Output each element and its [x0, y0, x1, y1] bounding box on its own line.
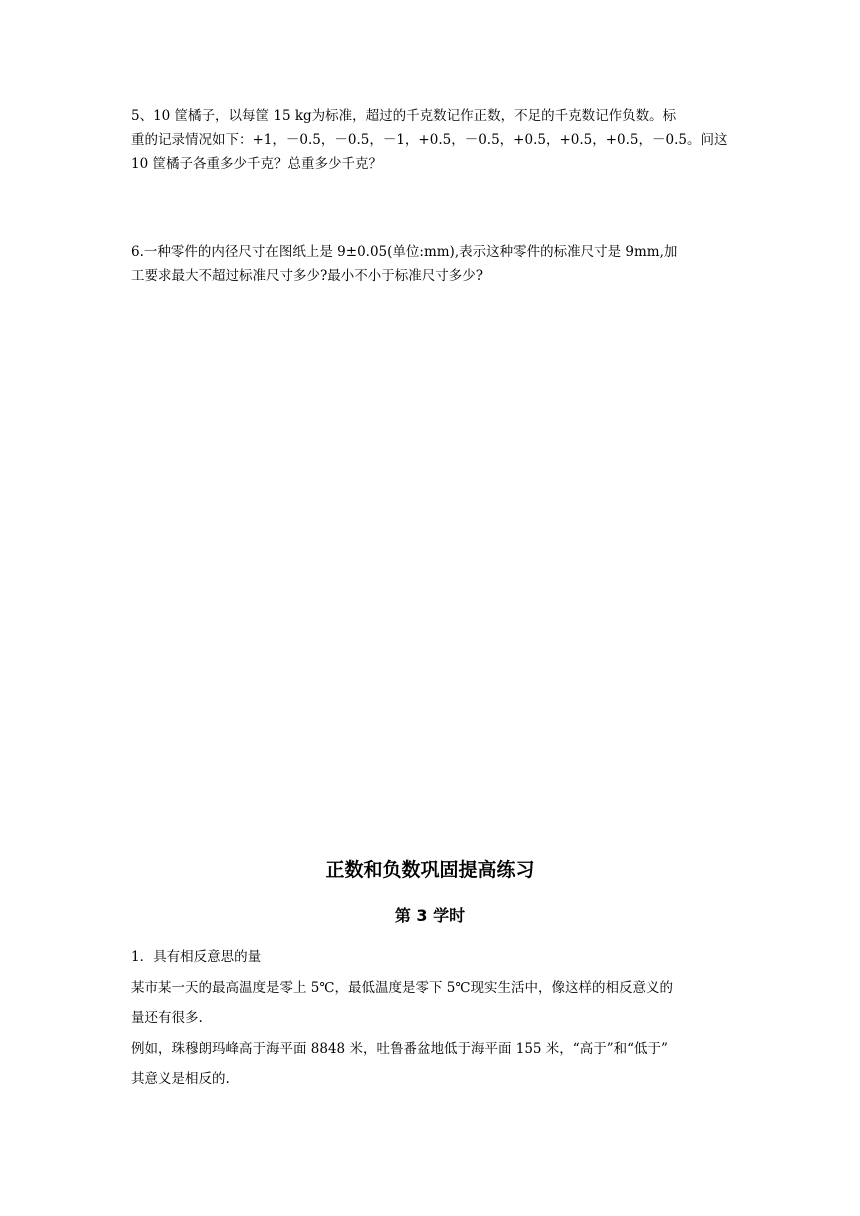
question-6-line-2: 工要求最大不超过标准尺寸多少?最小不小于标准尺寸多少? [131, 268, 483, 284]
paragraph-2-line-2: 其意义是相反的. [131, 1071, 230, 1087]
paragraph-1-line-2: 量还有很多. [131, 1010, 203, 1026]
question-5-line-2: 重的记录情况如下：+1，－0.5，－0.5，－1，+0.5，－0.5，+0.5，+0.5，+0.5，－0.5。问这 [131, 132, 728, 148]
question-6 [131, 240, 731, 288]
paragraph-1-line-1: 某市某一天的最高温度是零上 5℃，最低温度是零下 5℃现实生活中，像这样的相反意义的 [131, 979, 673, 996]
paragraph-2-line-1: 例如，珠穆朗玛峰高于海平面 8848 米，吐鲁番盆地低于海平面 155 米，“高于”和“低于” [131, 1040, 668, 1057]
section-subtitle: 第 3 学时 [394, 906, 466, 925]
question-5-line-1: 5、10 筐橘子，以每筐 15 kg为标准，超过的千克数记作正数，不足的千克数记作负数。标 [131, 108, 677, 124]
question-5 [131, 104, 731, 176]
section-body [131, 942, 731, 1095]
question-5-line-3: 10 筐橘子各重多少千克？总重多少千克？ [131, 156, 382, 172]
section-title: 正数和负数巩固提高练习 [325, 859, 535, 881]
question-6-line-1: 6.一种零件的内径尺寸在图纸上是 9±0.05(单位:mm),表示这种零件的标准尺寸是 9mm,加 [131, 244, 678, 260]
section-heading: 1．具有相反意思的量 [131, 949, 262, 965]
